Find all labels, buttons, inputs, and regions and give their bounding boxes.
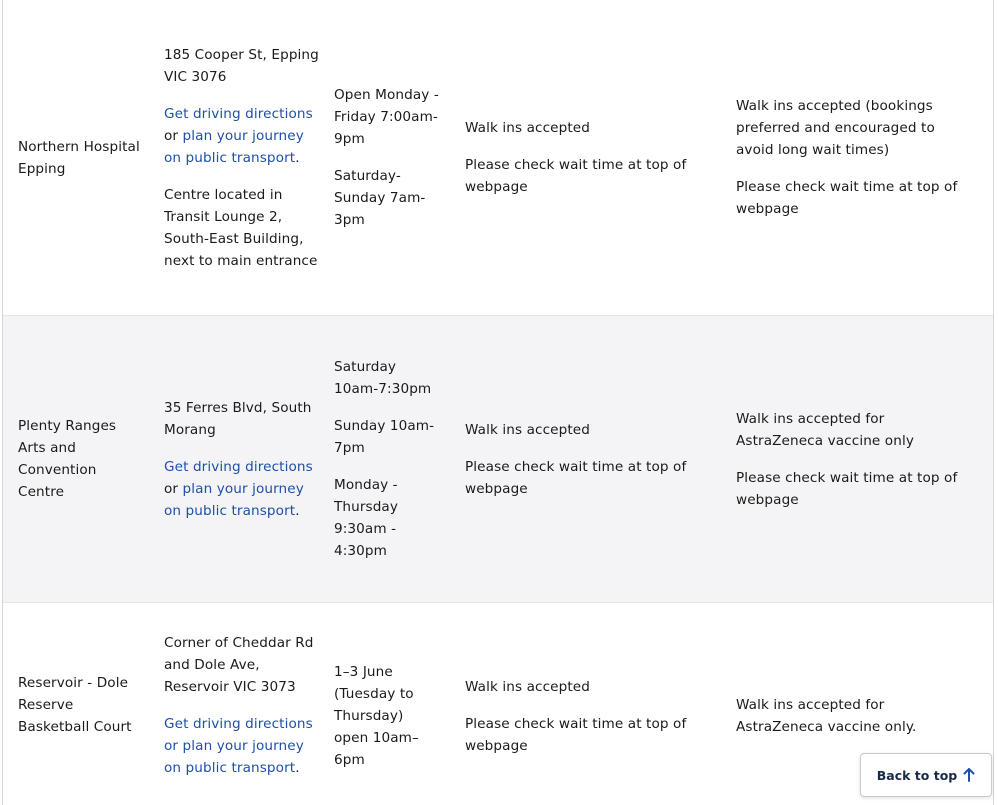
arrow-up-icon <box>963 768 975 782</box>
directions <box>164 713 324 779</box>
hours-line: 1–3 June (Tuesday to Thursday) open 10am–6pm <box>334 664 419 768</box>
table-row <box>3 315 993 603</box>
walkins-status: Walk ins accepted <box>465 679 590 695</box>
walkins-status: Walk ins accepted (bookings preferred and encouraged to avoid long wait times) <box>736 98 935 158</box>
table-row <box>3 0 993 315</box>
location-name: Reservoir - Dole Reserve Basketball Court <box>18 675 132 735</box>
directions-period: . <box>295 502 300 519</box>
location-name: Northern Hospital Epping <box>18 138 140 177</box>
hours-line: Open Monday - Friday 7:00am-9pm <box>334 87 439 147</box>
directions-period: . <box>295 149 300 166</box>
directions-or: or <box>164 127 183 144</box>
directions <box>164 103 324 169</box>
public-transport-link[interactable]: plan your journey on public transport <box>164 480 304 519</box>
public-transport-link[interactable]: plan your journey on public transport <box>164 127 304 166</box>
walkins-cell <box>450 603 721 757</box>
hours-cell <box>334 356 450 562</box>
walkins-cell <box>450 419 721 500</box>
walkins-note: Please check wait time at top of webpage <box>465 157 687 195</box>
back-to-top-button[interactable] <box>860 753 992 797</box>
walkins-cell <box>721 95 976 220</box>
directions-period: . <box>295 760 300 776</box>
walkins-status: Walk ins accepted <box>465 421 590 438</box>
driving-directions-link[interactable]: Get driving directions <box>164 105 313 122</box>
hours-line: Saturday 10am-7:30pm <box>334 359 432 397</box>
vaccination-centres-table <box>2 0 994 805</box>
hours-cell <box>334 84 450 231</box>
walkins-cell <box>450 117 721 198</box>
driving-directions-link[interactable]: Get driving directions <box>164 458 313 475</box>
walkins-status: Walk ins accepted for AstraZeneca vaccine only <box>736 410 914 449</box>
directions <box>164 456 324 522</box>
address: Corner of Cheddar Rd and Dole Ave, Reservoir VIC 3073 <box>164 635 314 695</box>
address-cell <box>149 397 334 522</box>
walkins-note: Please check wait time at top of webpage <box>465 716 687 754</box>
address: 35 Ferres Blvd, South Morang <box>164 399 312 438</box>
back-to-top-label: Back to top <box>876 767 958 783</box>
directions-or: or <box>164 480 183 497</box>
walkins-note: Please check wait time at top of webpage <box>736 179 958 217</box>
walkins-note: Please check wait time at top of webpage <box>465 458 687 497</box>
hours-line: Saturday-Sunday 7am-3pm <box>334 168 426 228</box>
location-note: Centre located in Transit Lounge 2, South-East Building, next to main entrance <box>164 186 318 269</box>
table-row <box>3 603 993 805</box>
walkins-status: Walk ins accepted for AstraZeneca vaccine only. <box>736 697 917 735</box>
hours-line: Sunday 10am-7pm <box>334 418 435 456</box>
walkins-cell <box>721 603 976 738</box>
walkins-status: Walk ins accepted <box>465 120 590 136</box>
hours-cell <box>334 603 450 771</box>
location-name: Plenty Ranges Arts and Convention Centre <box>18 418 117 500</box>
address-cell <box>149 603 334 779</box>
walkins-note: Please check wait time at top of webpage <box>736 469 958 508</box>
walkins-cell <box>721 408 976 511</box>
address-cell <box>149 44 334 272</box>
directions-link[interactable]: Get driving directions or plan your journey on public transport <box>164 716 313 776</box>
hours-line: Monday - Thursday 9:30am - 4:30pm <box>334 477 399 559</box>
address: 185 Cooper St, Epping VIC 3076 <box>164 46 319 85</box>
